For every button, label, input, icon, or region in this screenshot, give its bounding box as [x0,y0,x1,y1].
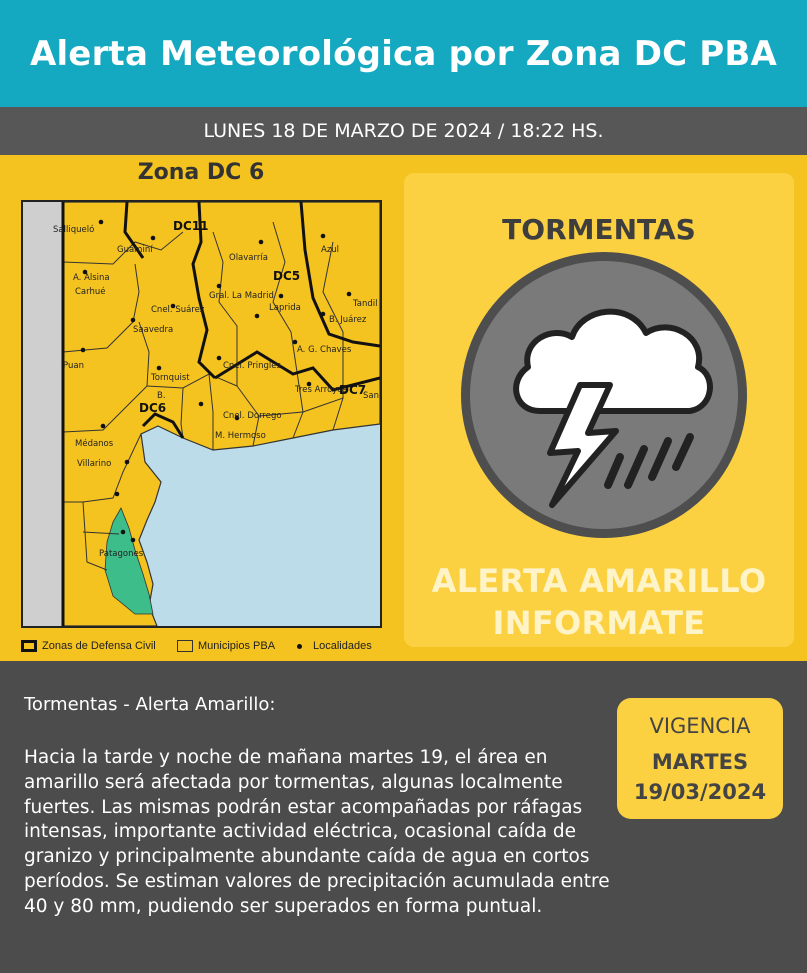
validity-badge [617,698,783,819]
place-label: B. [157,391,166,401]
place-label: M. Hermoso [215,431,266,441]
description-title: Tormentas - Alerta Amarillo: [24,694,276,715]
legend-swatch-municipio [177,640,193,652]
description-text: Hacia la tarde y noche de mañana martes 19, el área en amarillo será afectada por tormentas, algunas localmente fuertes. Las mismas podrán estar acompañadas por ráfagas intensas, importante actividad eléctrica, ocasional caída de granizo y principalmente abundante caída de agua en cortos períodos. Se estiman valores de precipitación acumulada entre 40 y 80 mm, pudiendo ser superados en forma puntual. [24,747,610,917]
hazard-title: TORMENTAS [502,213,696,246]
validity-date: 19/03/2024 [633,780,767,804]
outside-area [23,202,63,626]
zone-label-dc11: DC11 [173,219,209,233]
place-label: Villarino [77,459,112,469]
validity-day: MARTES [651,750,749,774]
page-title: Alerta Meteorológica por Zona DC PBA [0,0,807,107]
alert-cta: INFORMATE [492,604,706,642]
place-label: Olavarría [229,253,268,263]
place-label: San [363,391,379,401]
alert-level: ALERTA AMARILLO [431,562,767,600]
place-label: Laprida [269,303,301,313]
zone-label-dc5: DC5 [273,269,301,283]
legend-swatch-zone [21,640,37,652]
place-label: Carhué [75,287,106,297]
place-label: Cnel. Dorrego [223,411,282,421]
zone-title: Zona DC 6 [137,160,265,185]
alert-map [21,200,382,628]
place-label: Tornquist [151,373,190,383]
place-label: Tres Arroyos [295,385,347,395]
place-label: Salliqueló [53,225,95,235]
place-label: A. G. Chaves [297,345,352,355]
storm-cloud-icon [461,252,747,538]
place-label: Tandil [353,299,378,309]
place-label: A. Alsina [73,273,110,283]
place-label: Gral. La Madrid [209,291,274,301]
zone-label-dc7: DC7 [339,383,367,397]
legend-municipios-label: Municipios PBA [198,640,276,652]
map-legend [21,637,391,657]
validity-label: VIGENCIA [649,714,751,738]
legend-zones-label: Zonas de Defensa Civil [42,640,156,652]
place-label: Patagones [99,549,144,559]
legend-localidades-label: Localidades [313,640,372,652]
place-label: Puan [63,361,84,371]
place-label: Médanos [75,439,114,449]
zone-label-dc6: DC6 [139,401,167,415]
place-label: Cnel. Suárez [151,305,205,315]
place-label: Azul [321,245,340,255]
place-label: Saavedra [133,325,174,335]
legend-dot [297,644,302,649]
place-label: B. Juárez [329,315,367,325]
date-line: LUNES 18 DE MARZO DE 2024 / 18:22 HS. [0,107,807,155]
place-label: Cnel. Pringles [223,361,281,371]
place-label: Guaminí [117,245,153,255]
